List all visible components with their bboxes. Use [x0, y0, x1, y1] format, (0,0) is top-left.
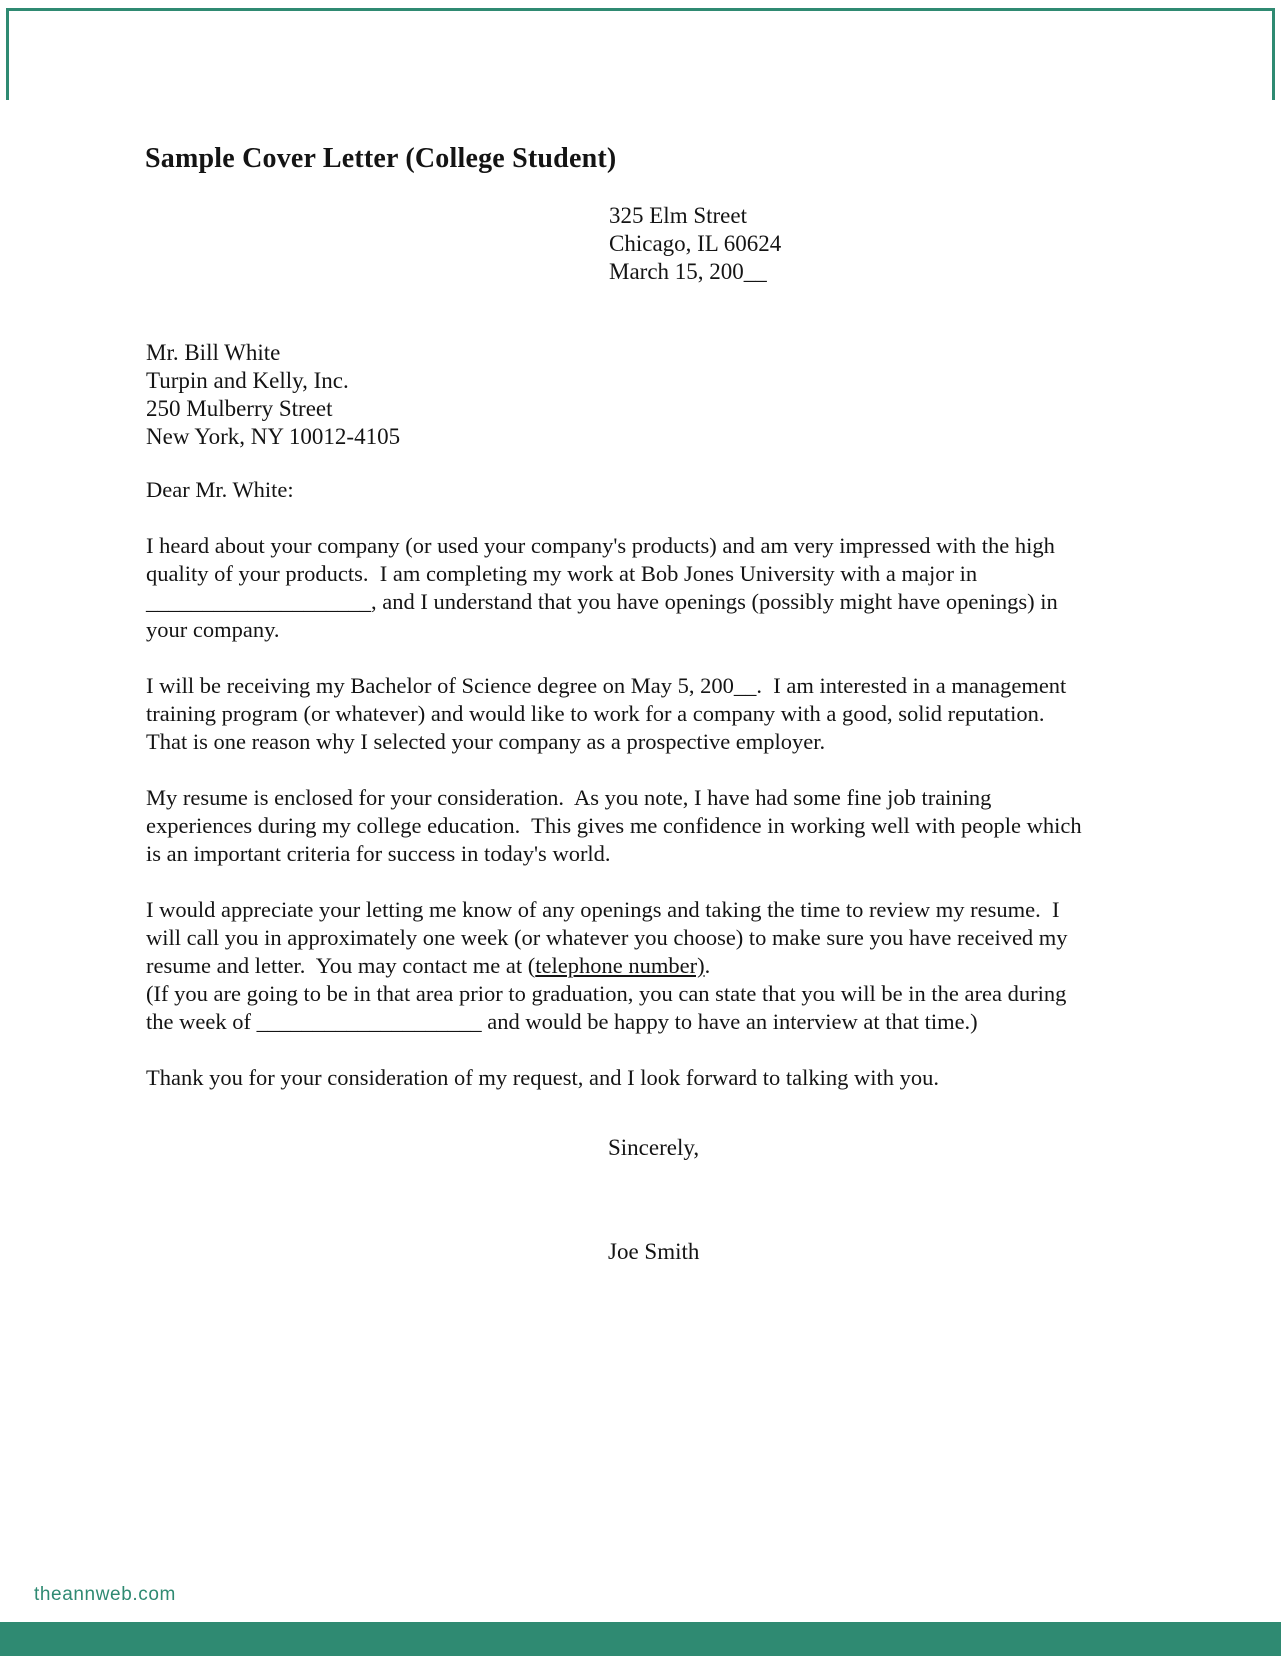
paragraph-4-period: . [704, 953, 711, 978]
sender-address-block [609, 202, 781, 286]
sender-street: 325 Elm Street [609, 203, 747, 228]
paragraph-2: I will be receiving my Bachelor of Science degree on May 5, 200__. I am interested in a management training program (or whatever) and would like to work for a company with a good, solid reputation. That is one reason why I selected your company as a prospective employer. [146, 673, 1072, 754]
page-left-border-line [6, 8, 9, 100]
letter-body [146, 476, 1096, 1092]
closing-salutation: Sincerely, [608, 1135, 700, 1160]
signature-name: Joe Smith [608, 1239, 700, 1264]
document-title: Sample Cover Letter (College Student) [145, 143, 617, 174]
letter-date: March 15, 200__ [609, 259, 767, 284]
recipient-street: 250 Mulberry Street [146, 396, 333, 421]
paragraph-4-note: (If you are going to be in that area prior to graduation, you can state that you will be in the area during the week of ____________________ and would be happy to have an interview at that time.) [146, 981, 1072, 1034]
recipient-address-block [146, 339, 400, 451]
paragraph-4-lead: I would appreciate your letting me know of any openings and taking the time to review my resume. I will call you in approximately one week (or whatever you choose) to make sure you have received my resume and letter. You may contact me at ( [146, 897, 1074, 978]
sender-city: Chicago, IL 60624 [609, 231, 782, 256]
recipient-city: New York, NY 10012-4105 [146, 424, 401, 449]
recipient-name: Mr. Bill White [146, 340, 281, 365]
page-right-border-line [1272, 8, 1275, 100]
telephone-number-placeholder: telephone number) [535, 953, 705, 978]
page-bottom-band [0, 1622, 1281, 1656]
page-top-border-line [6, 8, 1275, 11]
paragraph-1: I heard about your company (or used your company's products) and am very impressed with the high quality of your products. I am completing my work at Bob Jones University with a major in ____________________, and I understand that you have openings (possibly might have openings) in your company. [146, 533, 1064, 642]
recipient-company: Turpin and Kelly, Inc. [146, 368, 349, 393]
watermark-site-text: theannweb.com [34, 1584, 176, 1605]
salutation: Dear Mr. White: [146, 477, 294, 502]
paragraph-3: My resume is enclosed for your consideration. As you note, I have had some fine job training experiences during my college education. This gives me confidence in working well with people which is an important criteria for success in today's world. [146, 785, 1088, 866]
paragraph-4 [146, 896, 1096, 1036]
paragraph-5: Thank you for your consideration of my request, and I look forward to talking with you. [146, 1065, 939, 1090]
